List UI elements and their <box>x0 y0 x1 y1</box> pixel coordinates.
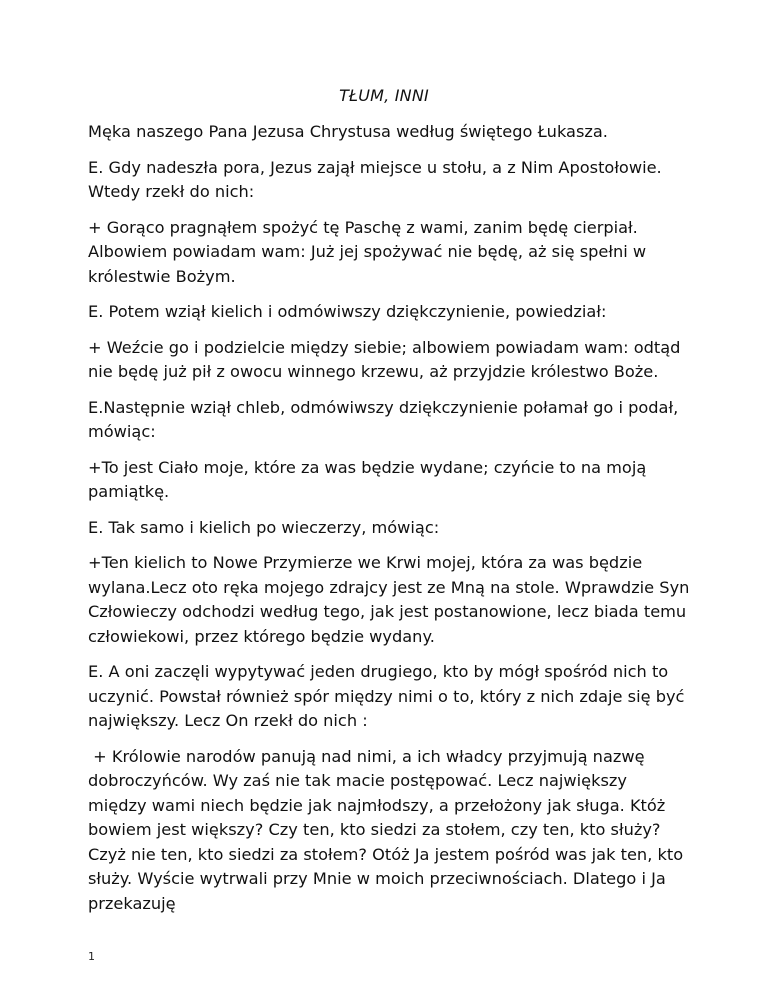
paragraph-6: E.Następnie wziął chleb, odmówiwszy dziękczynienie połamał go i podał, mówiąc: <box>88 397 684 441</box>
document-body <box>88 120 695 927</box>
paragraph-5: + Weźcie go i podzielcie między siebie; albowiem powiadam wam: odtąd nie będę już pił z owocu winnego krzewu, aż przyjdzie królestwo Boże. <box>88 337 686 381</box>
paragraph-9: +Ten kielich to Nowe Przymierze we Krwi mojej, która za was będzie wylana.Lecz oto ręka mojego zdrajcy jest ze Mną na stole. Wprawdzie Syn Człowieczy odchodzi według tego, jak jest postanowione, lecz biada temu człowiekowi, przez którego będzie wydany. <box>88 553 695 646</box>
page-number: 1 <box>88 950 95 963</box>
paragraph-2: E. Gdy nadeszła pora, Jezus zajął miejsce u stołu, a z Nim Apostołowie. Wtedy rzekł do nich: <box>88 157 667 201</box>
paragraph-8: E. Tak samo i kielich po wieczerzy, mówiąc: <box>88 517 440 537</box>
paragraph-10: E. A oni zaczęli wypytywać jeden drugiego, kto by mógł spośród nich to uczynić. Powstał również spór między nimi o to, który z nich zdaje się być największy. Lecz On rzekł do nich : <box>88 662 690 730</box>
paragraph-11: + Królowie narodów panują nad nimi, a ich władcy przyjmują nazwę dobroczyńców. Wy zaś nie tak macie postępować. Lecz największy między wami niech będzie jak najmłodszy, a przełożony jak sługa. Któż bowiem jest większy? Czy ten, kto siedzi za stołem, czy ten, kto służy? Czyż nie ten, kto siedzi za stołem? Otóż Ja jestem pośród was jak ten, kto służy. Wyście wytrwali przy Mnie w moich przeciwnościach. Dlatego i Ja przekazuję <box>88 746 689 913</box>
paragraph-7: +To jest Ciało moje, które za was będzie wydane; czyńcie to na moją pamiątkę. <box>88 457 652 501</box>
paragraph-1: Męka naszego Pana Jezusa Chrystusa według świętego Łukasza. <box>88 122 608 141</box>
document-title: TŁUM, INNI <box>339 86 429 105</box>
paragraph-4: E. Potem wziął kielich i odmówiwszy dziękczynienie, powiedział: <box>88 302 607 321</box>
paragraph-3: + Gorąco pragnąłem spożyć tę Paschę z wami, zanim będę cierpiał. Albowiem powiadam wam: Już jej spożywać nie będę, aż się spełni w królestwie Bożym. <box>88 217 652 286</box>
